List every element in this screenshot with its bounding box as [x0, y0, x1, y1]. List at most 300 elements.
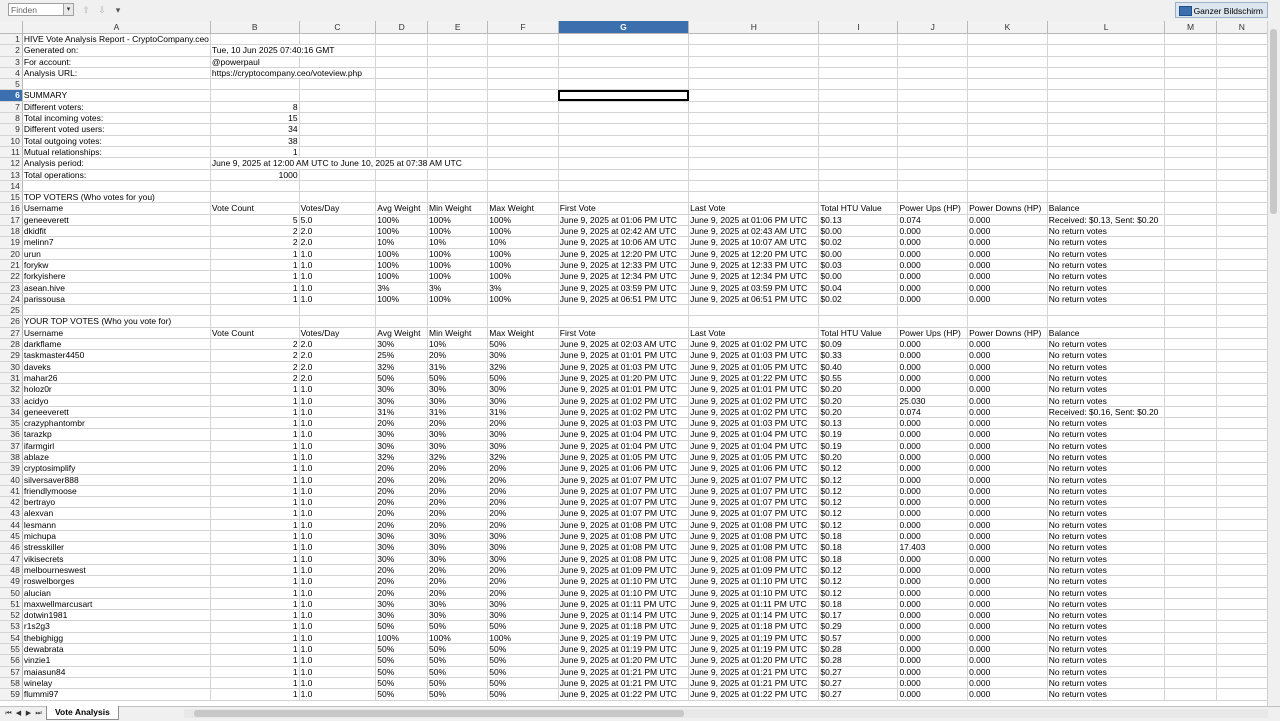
cell[interactable]: 100%: [488, 271, 558, 282]
cell[interactable]: 1.0: [299, 395, 376, 406]
cell[interactable]: [898, 79, 968, 90]
cell[interactable]: 100%: [488, 248, 558, 259]
cell[interactable]: 0.000: [898, 519, 968, 530]
cell[interactable]: [1216, 45, 1267, 56]
row-header[interactable]: 33: [0, 395, 22, 406]
row-header[interactable]: 3: [0, 56, 22, 67]
cell[interactable]: 0.000: [898, 440, 968, 451]
cell[interactable]: June 9, 2025 at 12:33 PM UTC: [689, 259, 819, 270]
cell[interactable]: [210, 79, 299, 90]
cell[interactable]: [968, 124, 1048, 135]
cell[interactable]: [488, 34, 558, 45]
cell[interactable]: 3%: [376, 282, 428, 293]
cell[interactable]: [1216, 440, 1267, 451]
cell[interactable]: [1165, 531, 1216, 542]
cell[interactable]: 30%: [428, 395, 488, 406]
cell[interactable]: 20%: [376, 519, 428, 530]
cell[interactable]: [1216, 677, 1267, 688]
cell[interactable]: 0.000: [898, 384, 968, 395]
cell[interactable]: No return votes: [1047, 418, 1165, 429]
cell[interactable]: [898, 316, 968, 327]
cell[interactable]: 1.0: [299, 429, 376, 440]
cell[interactable]: [1216, 587, 1267, 598]
cell[interactable]: 0.000: [968, 271, 1048, 282]
cell[interactable]: [1216, 372, 1267, 383]
cell[interactable]: Different voted users:: [22, 124, 210, 135]
cell[interactable]: forkyishere: [22, 271, 210, 282]
cell[interactable]: [1216, 316, 1267, 327]
cell[interactable]: $0.57: [819, 632, 898, 643]
cell[interactable]: [968, 67, 1048, 78]
cell[interactable]: tarazkp: [22, 429, 210, 440]
cell[interactable]: 32%: [488, 361, 558, 372]
cell[interactable]: [488, 158, 558, 169]
cell[interactable]: [898, 305, 968, 316]
cell[interactable]: 20%: [488, 564, 558, 575]
cell[interactable]: 20%: [428, 418, 488, 429]
cell[interactable]: [1165, 305, 1216, 316]
cell[interactable]: asean.hive: [22, 282, 210, 293]
cell[interactable]: $0.33: [819, 350, 898, 361]
cell[interactable]: [1165, 576, 1216, 587]
cell[interactable]: 0.000: [898, 372, 968, 383]
cell[interactable]: 0.000: [898, 497, 968, 508]
cell[interactable]: [376, 67, 428, 78]
cell[interactable]: 30%: [428, 553, 488, 564]
cell[interactable]: $0.40: [819, 361, 898, 372]
cell[interactable]: [428, 90, 488, 101]
cell[interactable]: [299, 113, 376, 124]
cell[interactable]: 0.000: [968, 259, 1048, 270]
cell[interactable]: $0.12: [819, 485, 898, 496]
cell[interactable]: SUMMARY: [22, 90, 210, 101]
cell[interactable]: 1: [210, 621, 299, 632]
first-sheet-icon[interactable]: ⏮: [5, 710, 12, 717]
cell[interactable]: [1165, 293, 1216, 304]
cell[interactable]: 30%: [376, 429, 428, 440]
cell[interactable]: 0.000: [898, 429, 968, 440]
cell[interactable]: [968, 169, 1048, 180]
cell[interactable]: [1165, 666, 1216, 677]
cell[interactable]: June 9, 2025 at 01:10 PM UTC: [689, 587, 819, 598]
cell[interactable]: 20%: [428, 497, 488, 508]
cell[interactable]: [558, 158, 688, 169]
cell[interactable]: No return votes: [1047, 598, 1165, 609]
cell[interactable]: [968, 45, 1048, 56]
row-header[interactable]: 48: [0, 564, 22, 575]
cell[interactable]: 1: [210, 564, 299, 575]
cell[interactable]: 30%: [488, 531, 558, 542]
cell[interactable]: [428, 169, 488, 180]
cell[interactable]: $0.20: [819, 384, 898, 395]
row-header[interactable]: 18: [0, 226, 22, 237]
cell[interactable]: 8: [210, 101, 299, 112]
cell[interactable]: 1.0: [299, 271, 376, 282]
cell[interactable]: [1165, 610, 1216, 621]
cell[interactable]: [488, 45, 558, 56]
cell[interactable]: 0.000: [968, 282, 1048, 293]
cell[interactable]: $0.09: [819, 339, 898, 350]
cell[interactable]: 1.0: [299, 248, 376, 259]
cell[interactable]: flummi97: [22, 689, 210, 700]
cell[interactable]: [299, 169, 376, 180]
cell[interactable]: 1.0: [299, 655, 376, 666]
cell[interactable]: [488, 192, 558, 203]
cell[interactable]: June 9, 2025 at 01:22 PM UTC: [689, 689, 819, 700]
cell[interactable]: No return votes: [1047, 259, 1165, 270]
cell[interactable]: [689, 101, 819, 112]
cell[interactable]: $0.20: [819, 406, 898, 417]
row-header[interactable]: 2: [0, 45, 22, 56]
cell[interactable]: June 9, 2025 at 01:08 PM UTC: [689, 519, 819, 530]
cell[interactable]: 30%: [488, 350, 558, 361]
cell[interactable]: [1165, 56, 1216, 67]
cell[interactable]: 2.0: [299, 226, 376, 237]
cell[interactable]: June 9, 2025 at 01:14 PM UTC: [558, 610, 688, 621]
row-header[interactable]: 38: [0, 451, 22, 462]
cell[interactable]: June 9, 2025 at 01:07 PM UTC: [689, 474, 819, 485]
cell[interactable]: [689, 316, 819, 327]
cell[interactable]: [1047, 56, 1165, 67]
cell[interactable]: [1216, 226, 1267, 237]
cell[interactable]: parissousa: [22, 293, 210, 304]
cell[interactable]: [558, 34, 688, 45]
cell[interactable]: 3%: [488, 282, 558, 293]
cell[interactable]: Power Downs (HP): [968, 327, 1048, 338]
column-header-c[interactable]: C: [299, 21, 376, 34]
cell[interactable]: [376, 305, 428, 316]
column-header-j[interactable]: J: [898, 21, 968, 34]
cell[interactable]: 1: [210, 542, 299, 553]
cell[interactable]: 20%: [428, 519, 488, 530]
cell[interactable]: No return votes: [1047, 621, 1165, 632]
cell[interactable]: 31%: [376, 406, 428, 417]
cell[interactable]: [428, 316, 488, 327]
cell[interactable]: [376, 90, 428, 101]
cell[interactable]: [1047, 169, 1165, 180]
cell[interactable]: 10%: [428, 339, 488, 350]
cell[interactable]: 100%: [488, 293, 558, 304]
cell[interactable]: 0.000: [898, 237, 968, 248]
row-header[interactable]: 35: [0, 418, 22, 429]
cell[interactable]: 30%: [376, 542, 428, 553]
cell[interactable]: [488, 305, 558, 316]
cell[interactable]: vinzie1: [22, 655, 210, 666]
cell[interactable]: [819, 192, 898, 203]
cell[interactable]: 1: [210, 666, 299, 677]
cell[interactable]: [1047, 67, 1165, 78]
cell[interactable]: 20%: [376, 508, 428, 519]
cell[interactable]: Power Ups (HP): [898, 203, 968, 214]
cell[interactable]: 0.000: [968, 214, 1048, 225]
cell[interactable]: [1216, 327, 1267, 338]
cell[interactable]: [898, 113, 968, 124]
spreadsheet-grid[interactable]: [0, 21, 1268, 706]
cell[interactable]: 1.0: [299, 463, 376, 474]
cell[interactable]: No return votes: [1047, 655, 1165, 666]
cell[interactable]: YOUR TOP VOTES (Who you vote for): [22, 316, 210, 327]
cell[interactable]: [558, 192, 688, 203]
cell[interactable]: 100%: [488, 259, 558, 270]
cell[interactable]: 32%: [376, 361, 428, 372]
cell[interactable]: [1165, 79, 1216, 90]
row-header[interactable]: 31: [0, 372, 22, 383]
row-header[interactable]: 17: [0, 214, 22, 225]
cell[interactable]: [488, 113, 558, 124]
cell[interactable]: 1: [210, 146, 299, 157]
row-header[interactable]: 12: [0, 158, 22, 169]
row-header[interactable]: 4: [0, 67, 22, 78]
cell[interactable]: 25.030: [898, 395, 968, 406]
cell[interactable]: [1165, 361, 1216, 372]
cell[interactable]: No return votes: [1047, 429, 1165, 440]
cell[interactable]: [1216, 508, 1267, 519]
cell[interactable]: For account:: [22, 56, 210, 67]
cell[interactable]: 1.0: [299, 666, 376, 677]
cell[interactable]: [1216, 113, 1267, 124]
cell[interactable]: [1216, 259, 1267, 270]
row-header[interactable]: 52: [0, 610, 22, 621]
row-header[interactable]: 29: [0, 350, 22, 361]
cell[interactable]: [1165, 395, 1216, 406]
cell[interactable]: 0.000: [898, 350, 968, 361]
cell[interactable]: June 9, 2025 at 10:07 AM UTC: [689, 237, 819, 248]
cell[interactable]: [1216, 610, 1267, 621]
cell[interactable]: 1: [210, 632, 299, 643]
cell[interactable]: No return votes: [1047, 485, 1165, 496]
cell[interactable]: [819, 169, 898, 180]
cell[interactable]: June 9, 2025 at 01:04 PM UTC: [689, 429, 819, 440]
cell[interactable]: 0.000: [968, 406, 1048, 417]
cell[interactable]: 0.000: [898, 485, 968, 496]
cell[interactable]: [1216, 79, 1267, 90]
cell[interactable]: [558, 316, 688, 327]
cell[interactable]: 30%: [376, 395, 428, 406]
cell[interactable]: michupa: [22, 531, 210, 542]
cell[interactable]: 50%: [376, 644, 428, 655]
cell[interactable]: 20%: [376, 418, 428, 429]
cell[interactable]: 30%: [488, 598, 558, 609]
cell[interactable]: [1216, 463, 1267, 474]
select-all-corner[interactable]: [0, 21, 22, 34]
cell[interactable]: [1165, 542, 1216, 553]
cell[interactable]: Received: $0.16, Sent: $0.20: [1047, 406, 1165, 417]
cell[interactable]: 1.0: [299, 632, 376, 643]
cell[interactable]: [689, 305, 819, 316]
cell[interactable]: [299, 180, 376, 191]
cell[interactable]: 5.0: [299, 214, 376, 225]
row-header[interactable]: 25: [0, 305, 22, 316]
cell[interactable]: [1216, 451, 1267, 462]
cell[interactable]: 3%: [428, 282, 488, 293]
cell[interactable]: 0.000: [968, 372, 1048, 383]
cell[interactable]: 30%: [428, 384, 488, 395]
cell[interactable]: 50%: [376, 666, 428, 677]
cell[interactable]: 30%: [488, 610, 558, 621]
cell[interactable]: [1165, 327, 1216, 338]
cell[interactable]: 30%: [488, 429, 558, 440]
cell[interactable]: 1: [210, 451, 299, 462]
cell[interactable]: $0.12: [819, 564, 898, 575]
row-header[interactable]: 7: [0, 101, 22, 112]
cell[interactable]: [1047, 90, 1165, 101]
cell[interactable]: 1.0: [299, 418, 376, 429]
cell[interactable]: Votes/Day: [299, 203, 376, 214]
cell[interactable]: $0.28: [819, 644, 898, 655]
cell[interactable]: 100%: [428, 214, 488, 225]
cell[interactable]: [819, 101, 898, 112]
cell[interactable]: [1216, 361, 1267, 372]
cell[interactable]: 100%: [428, 248, 488, 259]
row-header[interactable]: 28: [0, 339, 22, 350]
cell[interactable]: No return votes: [1047, 293, 1165, 304]
cell[interactable]: [968, 56, 1048, 67]
cell[interactable]: 30%: [428, 440, 488, 451]
cell[interactable]: [1165, 406, 1216, 417]
cell[interactable]: [428, 45, 488, 56]
cell[interactable]: [428, 124, 488, 135]
cell[interactable]: [299, 79, 376, 90]
cell[interactable]: [898, 124, 968, 135]
cell[interactable]: $0.00: [819, 226, 898, 237]
cell[interactable]: June 9, 2025 at 01:03 PM UTC: [558, 361, 688, 372]
row-header[interactable]: 46: [0, 542, 22, 553]
cell[interactable]: 32%: [376, 451, 428, 462]
cell[interactable]: [898, 169, 968, 180]
cell[interactable]: 100%: [488, 214, 558, 225]
cell[interactable]: [898, 158, 968, 169]
cell[interactable]: 1.0: [299, 564, 376, 575]
cell[interactable]: Total incoming votes:: [22, 113, 210, 124]
cell[interactable]: 1.0: [299, 440, 376, 451]
cell[interactable]: No return votes: [1047, 361, 1165, 372]
cell[interactable]: June 9, 2025 at 01:01 PM UTC: [689, 384, 819, 395]
cell[interactable]: $0.17: [819, 610, 898, 621]
cell[interactable]: [376, 34, 428, 45]
cell[interactable]: [299, 90, 376, 101]
cell[interactable]: June 9, 2025 at 01:01 PM UTC: [558, 384, 688, 395]
cell[interactable]: 0.000: [898, 531, 968, 542]
cell[interactable]: $0.27: [819, 666, 898, 677]
cell[interactable]: Avg Weight: [376, 327, 428, 338]
cell[interactable]: [1216, 576, 1267, 587]
row-header[interactable]: 8: [0, 113, 22, 124]
cell[interactable]: [1165, 689, 1216, 700]
cell[interactable]: 1.0: [299, 508, 376, 519]
cell[interactable]: 0.000: [968, 339, 1048, 350]
cell[interactable]: melinn7: [22, 237, 210, 248]
cell[interactable]: June 9, 2025 at 01:08 PM UTC: [558, 519, 688, 530]
cell[interactable]: 0.000: [968, 463, 1048, 474]
cell[interactable]: 50%: [428, 677, 488, 688]
row-header[interactable]: 20: [0, 248, 22, 259]
cell[interactable]: 0.000: [898, 293, 968, 304]
cell[interactable]: 1: [210, 463, 299, 474]
cell[interactable]: $0.12: [819, 508, 898, 519]
cell[interactable]: [1047, 101, 1165, 112]
cell[interactable]: [1216, 67, 1267, 78]
find-previous-icon[interactable]: ⇧: [82, 5, 90, 15]
cell[interactable]: 1: [210, 610, 299, 621]
cell[interactable]: June 9, 2025 at 01:04 PM UTC: [558, 429, 688, 440]
cell[interactable]: [1165, 429, 1216, 440]
cell[interactable]: 1: [210, 655, 299, 666]
cell[interactable]: June 9, 2025 at 01:02 PM UTC: [689, 339, 819, 350]
cell[interactable]: [299, 146, 376, 157]
cell[interactable]: [1165, 644, 1216, 655]
cell[interactable]: 1: [210, 474, 299, 485]
cell[interactable]: [1165, 226, 1216, 237]
row-header[interactable]: 51: [0, 598, 22, 609]
cell[interactable]: [558, 180, 688, 191]
cell[interactable]: 0.000: [898, 576, 968, 587]
cell[interactable]: 0.000: [968, 237, 1048, 248]
cell[interactable]: [558, 90, 688, 101]
cell[interactable]: [819, 146, 898, 157]
cell[interactable]: TOP VOTERS (Who votes for you): [22, 192, 210, 203]
cell[interactable]: 10%: [488, 237, 558, 248]
cell[interactable]: 0.000: [968, 587, 1048, 598]
cell[interactable]: $0.18: [819, 542, 898, 553]
cell[interactable]: [819, 158, 898, 169]
cell[interactable]: [689, 90, 819, 101]
cell[interactable]: 20%: [376, 564, 428, 575]
cell[interactable]: [1165, 45, 1216, 56]
cell[interactable]: [1216, 180, 1267, 191]
row-header[interactable]: 50: [0, 587, 22, 598]
cell[interactable]: 1.0: [299, 576, 376, 587]
cell[interactable]: [210, 316, 299, 327]
cell[interactable]: [1165, 214, 1216, 225]
cell[interactable]: [1216, 655, 1267, 666]
cell[interactable]: [1047, 135, 1165, 146]
cell[interactable]: No return votes: [1047, 463, 1165, 474]
cell[interactable]: 1.0: [299, 677, 376, 688]
cell[interactable]: [376, 146, 428, 157]
cell[interactable]: friendlymoose: [22, 485, 210, 496]
cell[interactable]: [1165, 124, 1216, 135]
cell[interactable]: [1165, 237, 1216, 248]
cell[interactable]: 1.0: [299, 587, 376, 598]
cell[interactable]: [819, 305, 898, 316]
cell[interactable]: 100%: [488, 632, 558, 643]
column-header-i[interactable]: I: [819, 21, 898, 34]
cell[interactable]: $0.02: [819, 293, 898, 304]
cell[interactable]: winelay: [22, 677, 210, 688]
cell[interactable]: 0.000: [898, 259, 968, 270]
cell[interactable]: [1216, 158, 1267, 169]
cell[interactable]: 1.0: [299, 542, 376, 553]
row-header[interactable]: 53: [0, 621, 22, 632]
cell[interactable]: Vote Count: [210, 203, 299, 214]
cell[interactable]: [898, 34, 968, 45]
cell[interactable]: [1047, 124, 1165, 135]
cell[interactable]: June 9, 2025 at 01:20 PM UTC: [558, 372, 688, 383]
cell[interactable]: [1165, 497, 1216, 508]
cell[interactable]: [1216, 305, 1267, 316]
cell[interactable]: darkflame: [22, 339, 210, 350]
cell[interactable]: 0.000: [968, 621, 1048, 632]
cell[interactable]: [1216, 293, 1267, 304]
cell[interactable]: 2.0: [299, 350, 376, 361]
cell[interactable]: 1.0: [299, 293, 376, 304]
cell[interactable]: [1165, 485, 1216, 496]
cell[interactable]: @powerpaul: [210, 56, 299, 67]
cell[interactable]: June 9, 2025 at 01:06 PM UTC: [558, 214, 688, 225]
row-header[interactable]: 57: [0, 666, 22, 677]
cell[interactable]: No return votes: [1047, 372, 1165, 383]
cell[interactable]: June 9, 2025 at 01:11 PM UTC: [558, 598, 688, 609]
